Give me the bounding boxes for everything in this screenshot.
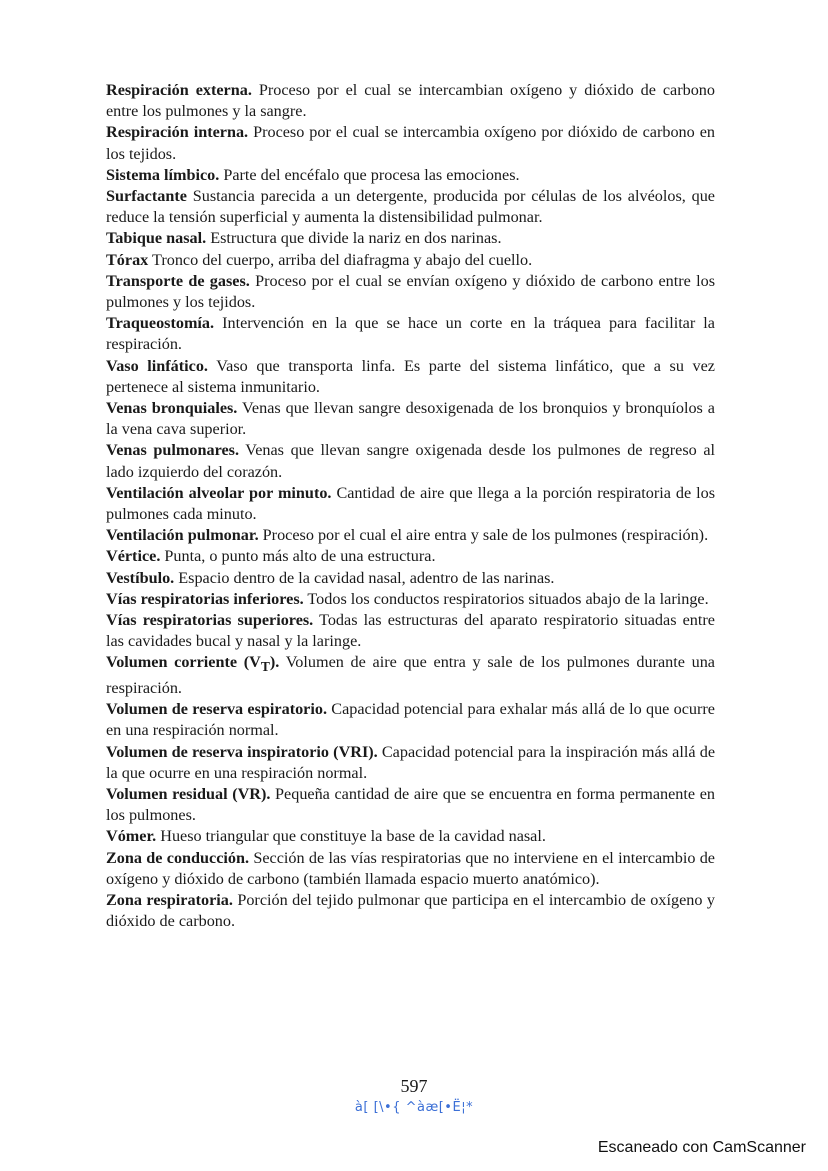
camscanner-watermark: Escaneado con CamScanner <box>597 1139 806 1156</box>
glossary-definition: Capacidad potencial para la inspiración más allá de la que ocurre en una respiración normal. <box>106 742 716 782</box>
glossary-term: Ventilación alveolar por minuto. <box>106 483 332 502</box>
glossary-term <box>106 653 280 675</box>
glossary-entry <box>106 271 715 313</box>
glossary-term: Volumen residual (VR). <box>106 784 271 803</box>
glossary-entry <box>106 525 715 546</box>
glossary-definition: Capacidad potencial para exhalar más allá de lo que ocurre en una respiración normal. <box>106 700 715 740</box>
glossary-term: Zona de conducción. <box>106 848 250 867</box>
glossary-term: Sistema límbico. <box>106 165 220 184</box>
glossary-term: Venas bronquiales. <box>106 399 238 418</box>
glossary-definition: Vaso que transporta linfa. Es parte del sistema linfático, que a su vez pertenece al sistema inmunitario. <box>106 356 715 396</box>
glossary-entry <box>106 165 715 186</box>
glossary-term: Tabique nasal. <box>106 229 207 248</box>
glossary-term: Zona respiratoria. <box>106 890 233 909</box>
glossary-definition: Pequeña cantidad de aire que se encuentra en forma permanente en los pulmones. <box>106 784 715 825</box>
glossary-entry <box>106 483 715 525</box>
footer-code-text: à[ [\•{ ^àæ[•Ë¦* <box>354 1100 474 1115</box>
glossary-entry <box>106 356 715 398</box>
glossary-term: Volumen de reserva inspiratorio (VRI). <box>106 742 378 761</box>
glossary-definition: Tronco del cuerpo, arriba del diafragma y abajo del cuello. <box>148 250 533 269</box>
glossary-term: Vértice. <box>106 547 161 566</box>
glossary-entry <box>106 546 715 567</box>
glossary-term: Respiración interna. <box>106 123 249 142</box>
glossary-definition: Volumen de aire que entra y sale de los pulmones durante una respiración. <box>106 653 715 697</box>
glossary-term: Vías respiratorias inferiores. <box>106 589 304 608</box>
glossary-term: Respiración externa. <box>106 81 252 99</box>
glossary-definition: Venas que llevan sangre oxigenada desde los pulmones de regreso al lado izquierdo del corazón. <box>106 441 715 481</box>
glossary-entry <box>106 313 715 355</box>
glossary-definition: Cantidad de aire que llega a la porción respiratoria de los pulmones cada minuto. <box>106 483 716 524</box>
glossary-entry <box>106 589 715 610</box>
page-number: 597 <box>400 1076 428 1096</box>
glossary-term: Transporte de gases. <box>106 271 250 290</box>
glossary-entry <box>106 610 715 652</box>
glossary-term-subscript: T <box>260 659 270 675</box>
glossary-entry <box>106 890 715 932</box>
glossary-definition: Espacio dentro de la cavidad nasal, adentro de las narinas. <box>174 568 555 587</box>
glossary-definition: Punta, o punto más alto de una estructura. <box>160 547 436 566</box>
glossary-entry <box>106 186 715 228</box>
glossary-definition: Todos los conductos respiratorios situados abajo de la laringe. <box>303 589 709 608</box>
glossary-definition: Proceso por el cual se intercambia oxígeno por dióxido de carbono en los tejidos. <box>106 123 715 163</box>
glossary-definition: Intervención en la que se hace un corte en la tráquea para facilitar la respiración. <box>106 314 715 354</box>
glossary-entry <box>106 80 715 122</box>
glossary-term: Volumen de reserva espiratorio. <box>106 700 328 719</box>
glossary-entry <box>106 699 715 741</box>
glossary-term: Vómer. <box>106 827 157 846</box>
glossary-term: Venas pulmonares. <box>106 441 239 460</box>
glossary-term: Traqueostomía. <box>106 314 215 333</box>
glossary-entry <box>106 826 715 847</box>
glossary-term: Vaso linfático. <box>106 356 208 375</box>
glossary-definition: Todas las estructuras del aparato respiratorio situadas entre las cavidades bucal y nasal y la laringe. <box>106 611 715 651</box>
glossary-entry <box>106 250 715 271</box>
glossary-definition: Proceso por el cual el aire entra y sale de los pulmones (respiración). <box>258 526 709 545</box>
glossary-entry <box>106 742 715 784</box>
glossary-entry <box>106 652 715 699</box>
glossary-list <box>106 80 715 932</box>
glossary-entry <box>106 228 715 249</box>
glossary-definition: Sección de las vías respiratorias que no interviene en el intercambio de oxígeno y dióxido de carbono (también llamada espacio muerto anatómico). <box>106 848 715 888</box>
glossary-term-suffix: ). <box>269 653 280 672</box>
glossary-definition: Sustancia parecida a un detergente, producida por células de los alvéolos, que reduce la tensión superficial y aumenta la distensibilidad pulmonar. <box>106 187 715 227</box>
glossary-definition: Venas que llevan sangre desoxigenada de los bronquios y bronquíolos a la vena cava superior. <box>106 399 715 439</box>
glossary-entry <box>106 848 715 890</box>
glossary-term-text: Volumen corriente (V <box>106 653 261 672</box>
glossary-term: Vías respiratorias superiores. <box>106 611 314 630</box>
glossary-entry <box>106 784 715 826</box>
glossary-term: Surfactante <box>106 187 187 206</box>
glossary-definition: Hueso triangular que constituye la base de la cavidad nasal. <box>156 827 546 846</box>
glossary-term: Vestíbulo. <box>106 568 175 587</box>
glossary-definition: Estructura que divide la nariz en dos narinas. <box>206 229 502 248</box>
glossary-entry <box>106 568 715 589</box>
glossary-term: Ventilación pulmonar. <box>106 526 259 545</box>
glossary-definition: Proceso por el cual se envían oxígeno y dióxido de carbono entre los pulmones y los tejidos. <box>106 271 715 312</box>
glossary-term: Tórax <box>106 250 149 269</box>
glossary-entry <box>106 440 715 482</box>
glossary-entry <box>106 398 715 440</box>
glossary-definition: Parte del encéfalo que procesa las emociones. <box>219 165 520 184</box>
glossary-definition: Porción del tejido pulmonar que participa en el intercambio de oxígeno y dióxido de carbono. <box>106 890 715 931</box>
glossary-entry <box>106 122 715 164</box>
glossary-definition: Proceso por el cual se intercambian oxígeno y dióxido de carbono entre los pulmones y la sangre. <box>106 81 715 121</box>
